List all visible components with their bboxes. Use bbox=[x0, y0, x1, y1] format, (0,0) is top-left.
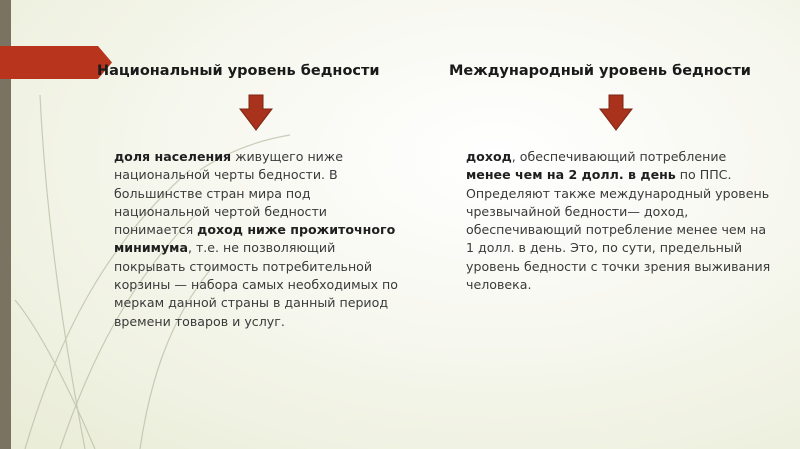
national-poverty-heading: Национальный уровень бедности bbox=[97, 63, 380, 79]
bold-term: доход ниже прожиточного минимума bbox=[114, 222, 396, 256]
title-accent-tab bbox=[0, 46, 112, 79]
bold-term: доля населения bbox=[114, 149, 232, 164]
down-arrow-icon bbox=[598, 93, 634, 133]
international-poverty-heading: Международный уровень бедности bbox=[449, 63, 751, 79]
definition-text: , обеспечивающий потребление bbox=[511, 149, 727, 164]
definition-text: живущего ниже национальной черты бедности. В большинстве стран мира под национальной чертой бедности понимается bbox=[114, 149, 343, 238]
national-poverty-definition bbox=[114, 148, 404, 331]
bold-term: доход bbox=[466, 149, 512, 164]
down-arrow-icon bbox=[238, 93, 274, 133]
definition-text: по ППС. Определяют также международный уровень чрезвычайной бедности— доход, обеспечивающий потребление менее чем на 1 долл. в день. Это, по сути, предельный уровень бедности с точки зрения выживания человека. bbox=[466, 167, 771, 293]
international-poverty-definition bbox=[466, 148, 771, 294]
bold-term: менее чем на 2 долл. в день bbox=[466, 167, 676, 183]
definition-text: , т.е. не позволяющий покрывать стоимость потребительной корзины — набора самых необходимых по меркам данной страны в данный период времени товаров и услуг. bbox=[114, 240, 398, 329]
